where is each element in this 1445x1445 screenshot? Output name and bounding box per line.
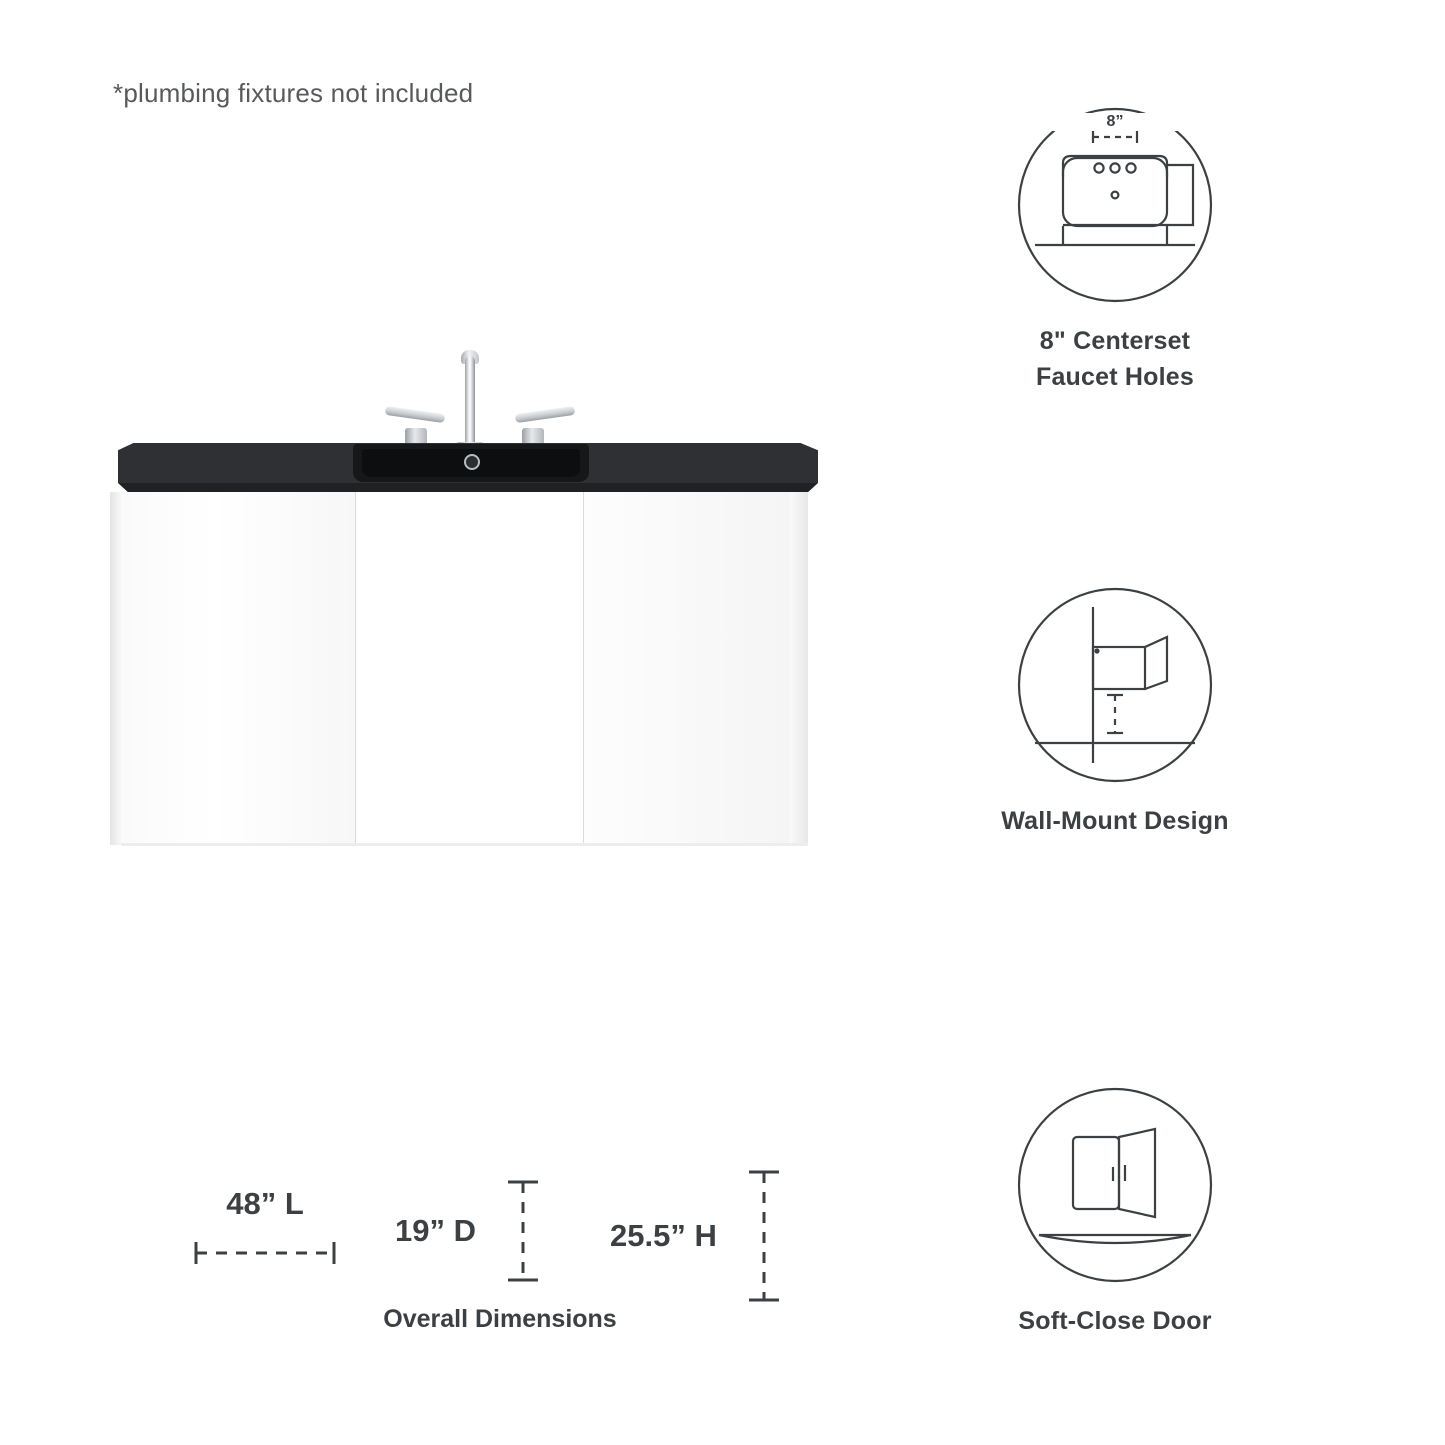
vanity-cabinet — [121, 492, 808, 845]
overall-dimensions-caption: Overall Dimensions — [383, 1305, 617, 1333]
feature-faucet-caption-line1: 8" Centerset — [1039, 327, 1191, 355]
faucet-measure-label: 8” — [1015, 113, 1215, 131]
cabinet-door-right — [585, 492, 808, 845]
feature-faucet-caption-line2: Faucet Holes — [1035, 363, 1194, 392]
dimension-height — [610, 1166, 789, 1306]
dimension-depth-arrow-icon — [498, 1176, 548, 1286]
feature-wall-mount — [900, 585, 1330, 839]
cabinet-right-shading — [790, 492, 808, 845]
dimension-height-label: 25.5” H — [610, 1218, 717, 1253]
feature-wall-caption — [900, 803, 1330, 839]
cabinet-door-left — [121, 492, 356, 845]
dimension-length — [190, 1186, 340, 1270]
feature-door-caption — [900, 1303, 1330, 1339]
feature-faucet-holes — [900, 105, 1330, 396]
feature-faucet-caption — [900, 323, 1330, 396]
cabinet-door-center — [357, 492, 584, 845]
cabinet-left-shading — [110, 492, 124, 845]
feature-soft-close-door — [900, 1085, 1330, 1339]
faucet-holes-icon — [1015, 105, 1215, 305]
vanity-illustration — [110, 350, 830, 890]
soft-close-door-icon — [1015, 1085, 1215, 1285]
dimension-length-arrow-icon — [190, 1236, 340, 1270]
faucet-spout-icon — [465, 356, 475, 448]
plumbing-disclaimer: *plumbing fixtures not included — [113, 78, 474, 108]
countertop-edge — [118, 483, 818, 492]
feature-wall-caption-line1: Wall-Mount Design — [1001, 807, 1229, 835]
cabinet-bottom-edge — [121, 843, 808, 846]
wall-mount-icon — [1015, 585, 1215, 785]
dimension-depth — [395, 1176, 548, 1286]
overall-dimensions-block — [150, 1150, 850, 1333]
sink-drain-icon — [464, 454, 480, 470]
dimension-depth-label: 19” D — [395, 1213, 476, 1248]
faucet-handle-left-icon — [385, 406, 446, 423]
faucet-handle-right-icon — [515, 406, 576, 423]
dimension-length-label: 48” L — [226, 1186, 304, 1221]
dimension-height-arrow-icon — [739, 1166, 789, 1306]
feature-door-caption-line1: Soft-Close Door — [1018, 1307, 1212, 1335]
